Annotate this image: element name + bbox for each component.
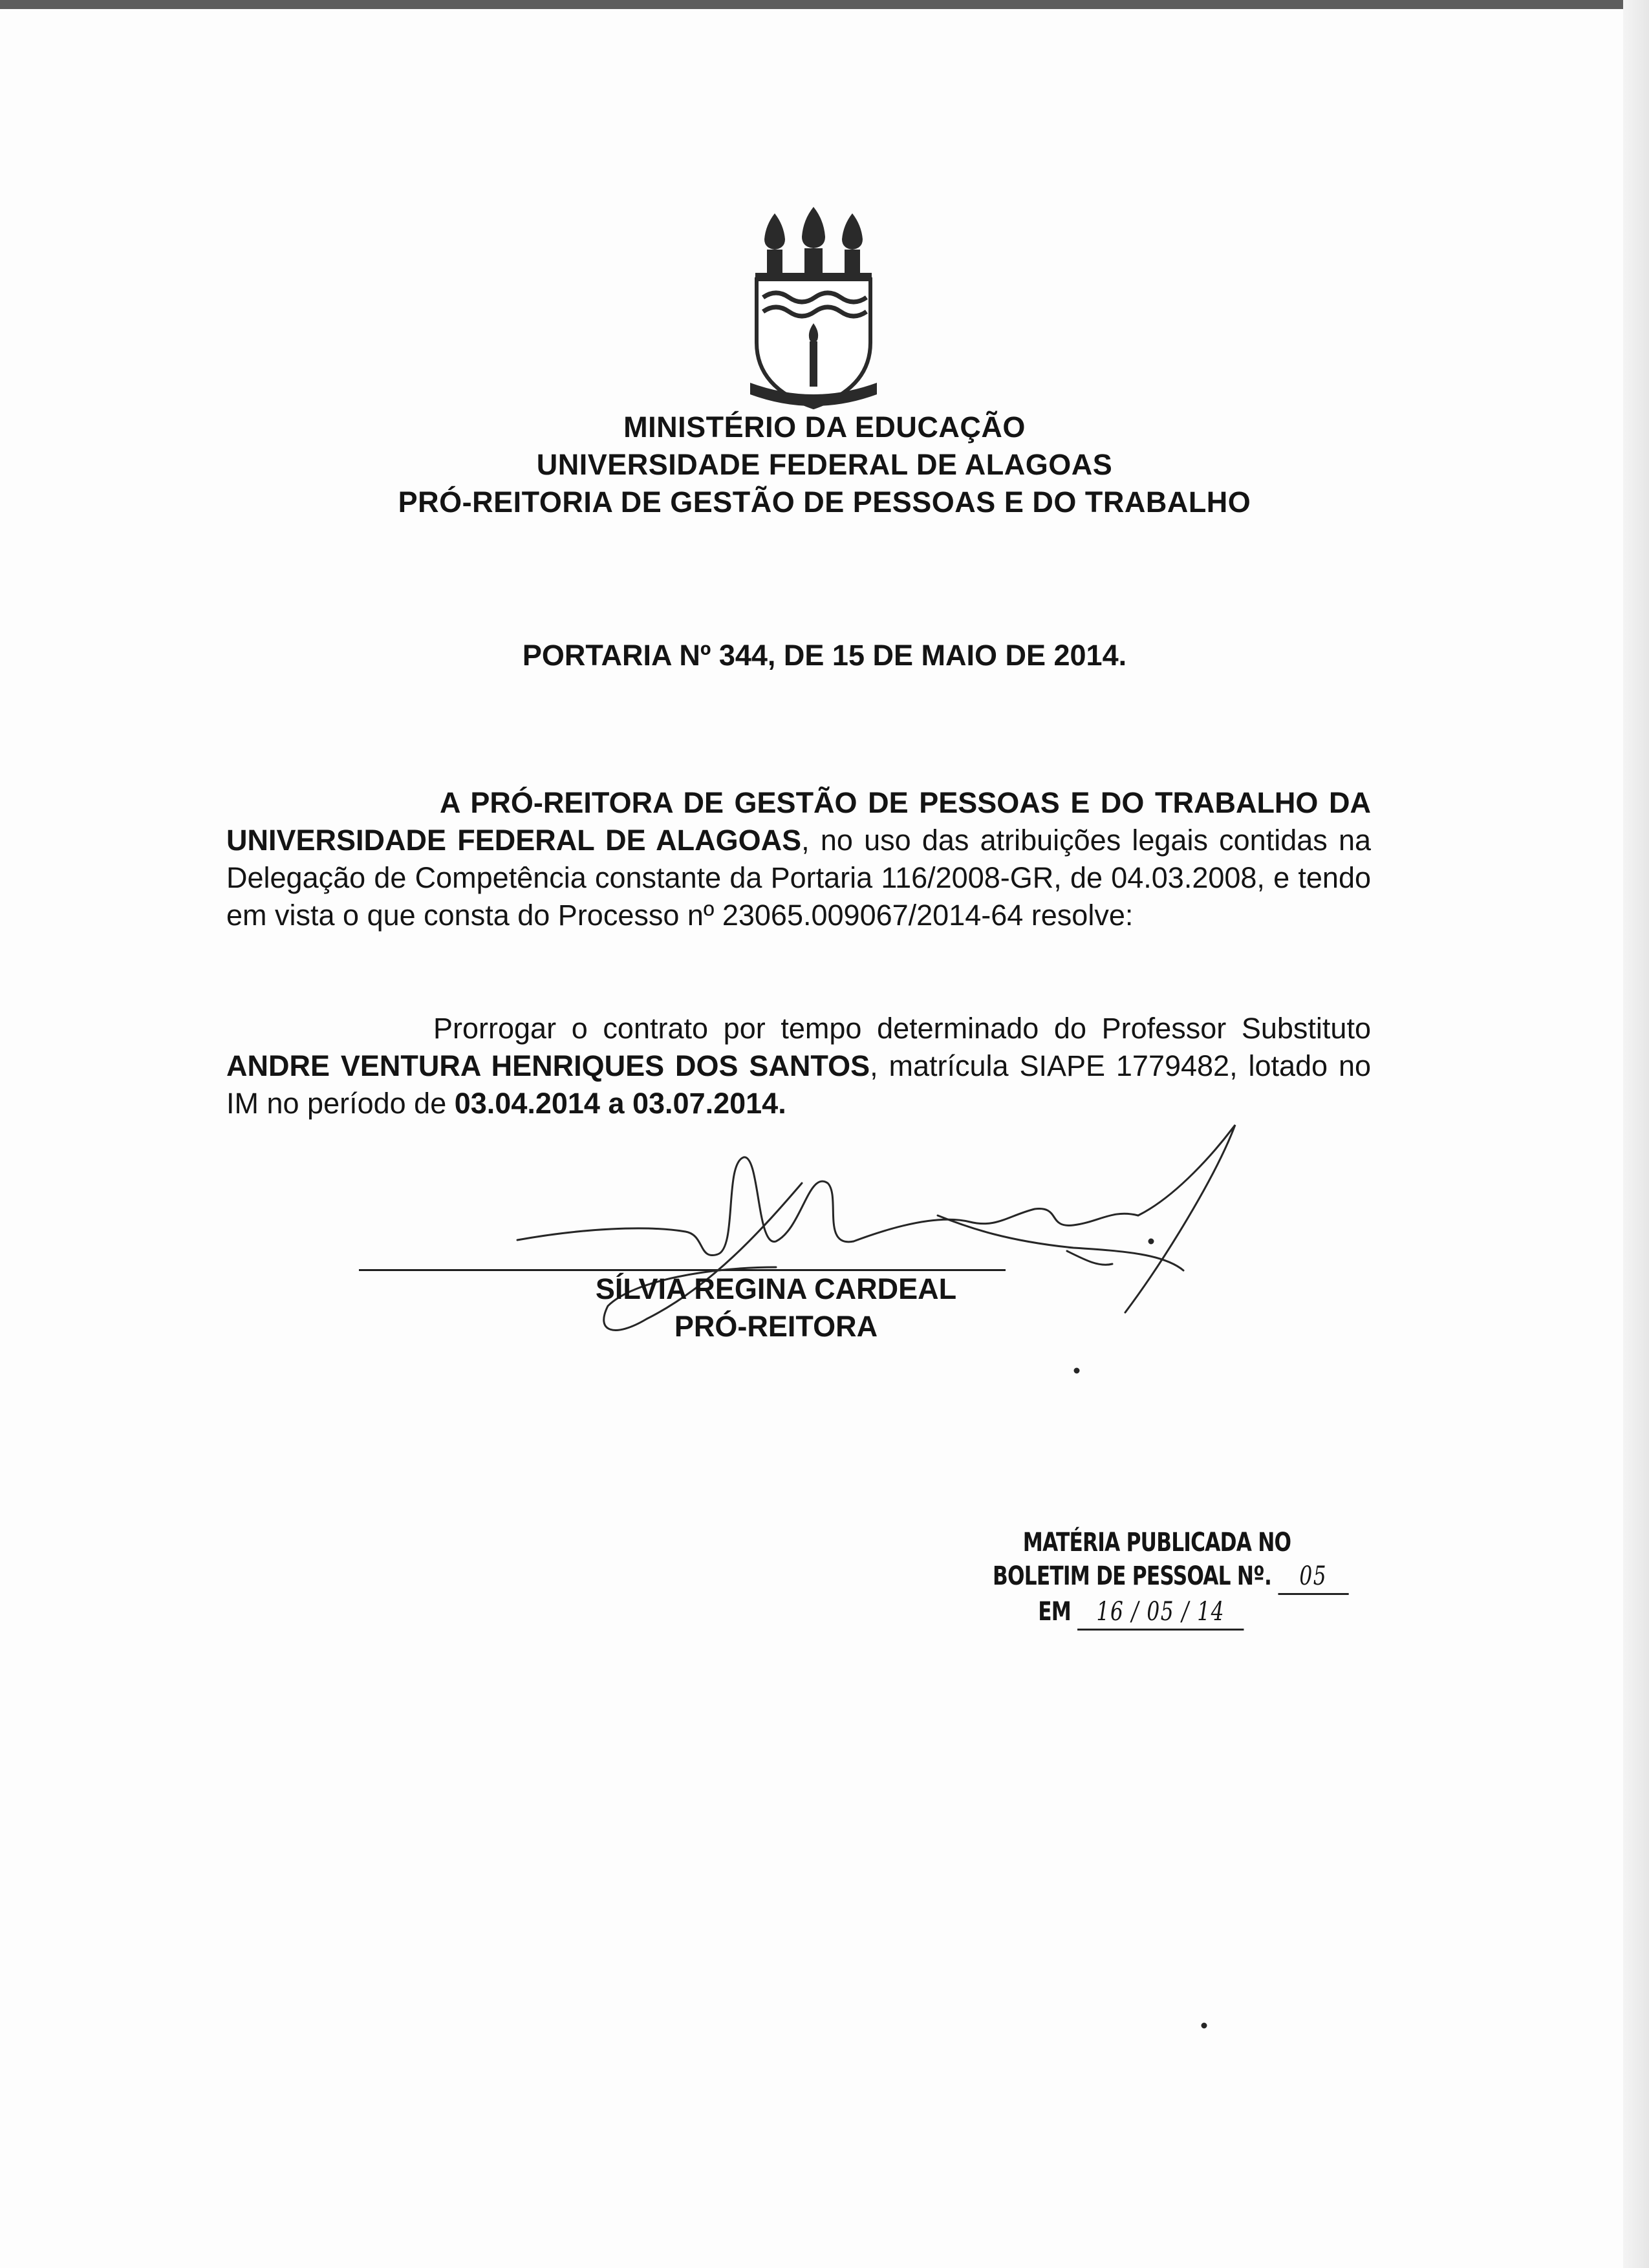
stamp-date-label: EM — [1038, 1597, 1072, 1627]
signer-name: SÍLVIA REGINA CARDEAL — [595, 1272, 957, 1305]
resolution-text-1: Prorrogar o contrato por tempo determinado do Professor Substituto — [433, 1012, 1371, 1045]
preamble-text: , no uso das atribuições legais contidas na Delegação de Competência constante da Portaria 116/2008-GR, de 04.03.2008, e tendo em vista o que consta do Processo nº 23065.009067/2014-64 resolve: — [226, 824, 1371, 932]
scan-border-top — [0, 0, 1649, 9]
preamble-paragraph — [226, 784, 1371, 934]
publication-stamp — [993, 1526, 1328, 1631]
stamp-bulletin-label: BOLETIM DE PESSOAL Nº. — [993, 1561, 1272, 1591]
portaria-title: PORTARIA Nº 344, DE 15 DE MAIO DE 2014. — [522, 639, 1127, 672]
stamp-date-value: 16 / 05 / 14 — [1077, 1595, 1244, 1631]
ministry-line: MINISTÉRIO DA EDUCAÇÃO — [623, 411, 1026, 444]
institution-header — [0, 409, 1649, 521]
professor-name: ANDRE VENTURA HENRIQUES DOS SANTOS — [226, 1049, 870, 1082]
stamp-line-2 — [993, 1559, 1328, 1595]
department-line: PRÓ-REITORIA DE GESTÃO DE PESSOAS E DO TRABALHO — [398, 486, 1251, 519]
university-line: UNIVERSIDADE FEDERAL DE ALAGOAS — [536, 448, 1113, 481]
stamp-line-1: MATÉRIA PUBLICADA NO — [1022, 1528, 1291, 1557]
preamble-authority: A PRÓ-REITORA DE GESTÃO DE PESSOAS E DO TRABALHO DA UNIVERSIDADE FEDERAL DE ALAGOAS — [226, 786, 1371, 857]
stamp-line-3 — [993, 1595, 1295, 1631]
signer-title: PRÓ-REITORA — [674, 1310, 878, 1343]
university-crest-icon — [749, 200, 878, 414]
scan-border-right — [1623, 0, 1649, 2268]
resolution-paragraph — [226, 1010, 1371, 1122]
signer-block — [388, 1270, 1164, 1345]
resolution-text-2: , matrícula SIAPE 1779482, lotado no IM no período de — [226, 1049, 1371, 1120]
contract-period: 03.04.2014 a 03.07.2014. — [454, 1087, 786, 1120]
stamp-bulletin-number: 05 — [1278, 1559, 1348, 1595]
